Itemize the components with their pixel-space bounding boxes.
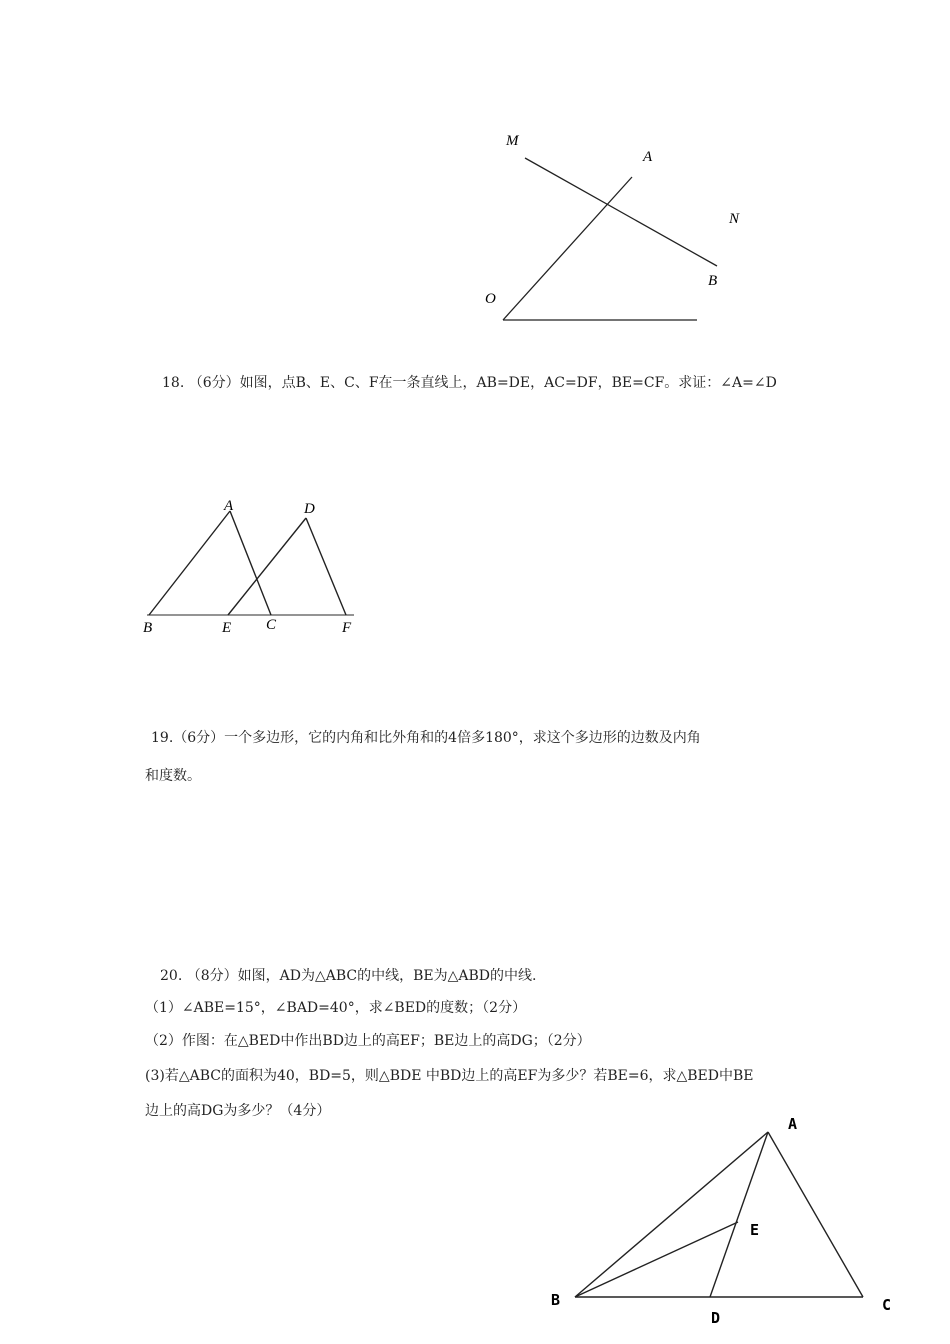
label-e: E <box>750 1221 760 1239</box>
q20-line5: 边上的高DG为多少？（4分） <box>145 1103 331 1119</box>
label-a: A <box>643 149 653 165</box>
label-m: M <box>506 133 519 149</box>
q19-line1: 19.（6分）一个多边形，它的内角和比外角和的4倍多180°，求这个多边形的边数及内角 <box>151 730 701 746</box>
label-a: A <box>224 498 234 514</box>
side-ba <box>149 511 230 615</box>
side-ac <box>230 511 271 615</box>
q20-line4: (3)若△ABC的面积为40，BD=5，则△BDE 中BD边上的高EF为多少？若BE=6，求△BED中BE <box>145 1068 754 1084</box>
label-d: D <box>711 1309 721 1327</box>
figure-angle-mon <box>470 120 770 335</box>
label-b: B <box>551 1291 561 1309</box>
q20-line3: （2）作图：在△BED中作出BD边上的高EF；BE边上的高DG；（2分） <box>145 1033 591 1049</box>
figure-triangles-abc-def <box>140 495 365 640</box>
label-b: B <box>143 620 153 636</box>
label-b: B <box>708 273 718 289</box>
label-n: N <box>729 211 740 227</box>
label-e: E <box>222 620 232 636</box>
label-c: C <box>882 1296 892 1314</box>
q20-line1: 20. （8分）如图，AD为△ABC的中线，BE为△ABD的中线. <box>160 968 537 984</box>
label-d: D <box>304 501 315 517</box>
side-ac <box>768 1132 863 1297</box>
label-o: O <box>485 291 496 307</box>
side-ed <box>228 518 306 615</box>
q18-text: 18. （6分）如图，点B、E、C、F在一条直线上，AB=DE，AC=DF，BE=CF。求证：∠A=∠D <box>162 375 777 391</box>
label-a: A <box>788 1115 798 1133</box>
line-ma <box>525 158 717 266</box>
side-df <box>306 518 346 615</box>
label-c: C <box>266 617 277 633</box>
label-f: F <box>342 620 352 636</box>
figure-triangle-abc-medians <box>540 1105 900 1340</box>
ray-oa <box>503 177 632 320</box>
q20-line2: （1）∠ABE=15°，∠BAD=40°，求∠BED的度数；（2分） <box>145 1000 527 1016</box>
q19-line2: 和度数。 <box>145 768 201 784</box>
